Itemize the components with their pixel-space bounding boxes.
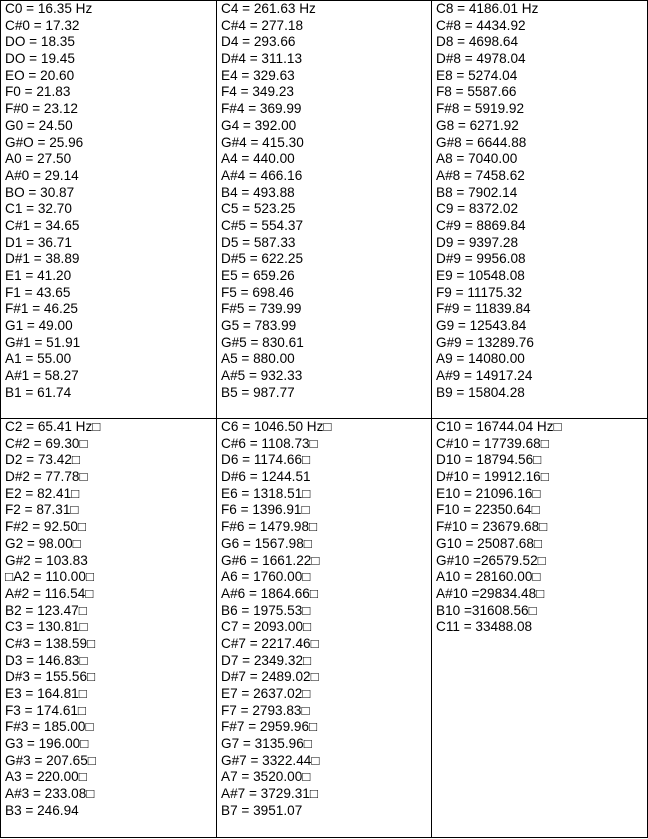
note-frequency-entry: F#3 = 185.00□ <box>5 719 94 735</box>
note-frequency-entry: B4 = 493.88 <box>221 184 295 200</box>
note-frequency-entry: F#6 = 1479.98□ <box>221 519 318 535</box>
note-frequency-entry: D#9 = 9956.08 <box>436 251 526 267</box>
note-frequency-entry: G2 = 98.00□ <box>5 535 81 551</box>
note-frequency-entry: F6 = 1396.91□ <box>221 502 310 518</box>
note-frequency-entry: D#4 = 311.13 <box>221 51 302 67</box>
note-frequency-entry: G#4 = 415.30 <box>221 134 304 150</box>
note-frequency-entry: B7 = 3951.07 <box>221 802 303 818</box>
cell-octaves-10-11 <box>432 419 648 838</box>
note-frequency-entry: F#5 = 739.99 <box>221 301 302 317</box>
note-frequency-entry: F#4 = 369.99 <box>221 101 302 117</box>
note-frequency-entry: F4 = 349.23 <box>221 84 294 100</box>
table-row <box>1 1 648 419</box>
note-frequency-entry: D#8 = 4978.04 <box>436 51 526 67</box>
note-frequency-entry: E8 = 5274.04 <box>436 67 518 83</box>
note-frequency-entry: D9 = 9397.28 <box>436 234 519 250</box>
note-frequency-entry: F#10 = 23679.68□ <box>436 519 548 535</box>
note-frequency-entry: F3 = 174.61□ <box>5 702 87 718</box>
note-frequency-entry: C11 = 33488.08 <box>436 619 533 635</box>
note-frequency-entry: A#6 = 1864.66□ <box>221 585 319 601</box>
note-frequency-entry: E10 = 21096.16□ <box>436 485 541 501</box>
cell-octaves-6-7 <box>217 419 432 838</box>
note-frequency-entry: F9 = 11175.32 <box>436 284 523 300</box>
note-frequency-entry: E7 = 2637.02□ <box>221 686 311 701</box>
note-frequency-entry: C1 = 32.70 <box>5 201 72 217</box>
note-frequency-entry: C3 = 130.81□ <box>5 619 88 635</box>
note-frequency-entry: C10 = 16744.04 Hz□ <box>436 419 562 434</box>
note-frequency-entry: E6 = 1318.51□ <box>221 485 311 501</box>
note-frequency-entry: C#7 = 2217.46□ <box>221 635 319 651</box>
note-frequency-entry: A#4 = 466.16 <box>221 167 303 183</box>
note-frequency-entry: C#10 = 17739.68□ <box>436 435 549 451</box>
note-frequency-entry: G#3 = 207.65□ <box>5 752 96 768</box>
note-frequency-entry: G1 = 49.00 <box>5 318 73 334</box>
note-frequency-entry: E4 = 329.63 <box>221 67 295 83</box>
note-frequency-entry: C#9 = 8869.84 <box>436 217 526 233</box>
note-frequency-entry: G3 = 196.00□ <box>5 736 89 752</box>
note-frequency-entry: B8 = 7902.14 <box>436 184 518 200</box>
note-frequency-entry: D10 = 18794.56□ <box>436 452 542 468</box>
note-frequency-entry: C#6 = 1108.73□ <box>221 435 318 451</box>
note-frequency-entry: A#9 = 14917.24 <box>436 368 533 384</box>
note-frequency-entry: A7 = 3520.00□ <box>221 769 311 785</box>
note-frequency-entry: A6 = 1760.00□ <box>221 569 311 585</box>
note-frequency-entry: A3 = 220.00□ <box>5 769 87 785</box>
note-frequency-entry: E5 = 659.26 <box>221 268 295 283</box>
note-frequency-entry: F#7 = 2959.96□ <box>221 719 318 735</box>
note-frequency-entry: D2 = 73.42□ <box>5 452 81 468</box>
note-frequency-entry: A#1 = 58.27 <box>5 368 79 384</box>
note-frequency-entry: A#5 = 932.33 <box>221 368 303 384</box>
note-frequency-entry: A5 = 880.00 <box>221 351 295 367</box>
note-frequency-entry: D5 = 587.33 <box>221 234 296 250</box>
note-frequency-entry: A8 = 7040.00 <box>436 151 518 167</box>
note-frequency-entry: C#2 = 69.30□ <box>5 435 88 451</box>
note-frequency-entry: G#7 = 3322.44□ <box>221 752 320 768</box>
note-frequency-entry: F2 = 87.31□ <box>5 502 79 518</box>
cell-octaves-4-5 <box>217 1 432 419</box>
note-frequency-entry: C#4 = 277.18 <box>221 17 304 33</box>
note-frequency-entry: G#9 = 13289.76 <box>436 334 534 350</box>
note-frequency-entry: D4 = 293.66 <box>221 34 296 50</box>
note-frequency-entry: C9 = 8372.02 <box>436 201 519 217</box>
note-frequency-entry: C8 = 4186.01 Hz <box>436 1 539 16</box>
note-frequency-entry: A#8 = 7458.62 <box>436 167 525 183</box>
note-frequency-entry: E9 = 10548.08 <box>436 268 525 283</box>
note-frequency-entry: G#5 = 830.61 <box>221 334 304 350</box>
note-frequency-entry: B1 = 61.74 <box>5 384 72 400</box>
cell-octaves-8-9 <box>432 1 648 419</box>
note-frequency-entry: C#0 = 17.32 <box>5 17 80 33</box>
note-frequency-entry: B6 = 1975.53□ <box>221 602 311 618</box>
note-frequency-entry: A10 = 28160.00□ <box>436 569 541 585</box>
note-frequency-entry: D#1 = 38.89 <box>5 251 80 267</box>
note-frequency-entry: C5 = 523.25 <box>221 201 296 217</box>
note-frequency-entry: C#5 = 554.37 <box>221 217 304 233</box>
note-frequency-entry: E2 = 82.41□ <box>5 485 80 501</box>
note-frequency-entry: E3 = 164.81□ <box>5 686 87 701</box>
note-frequency-entry: B10 =31608.56□ <box>436 602 537 618</box>
note-frequency-entry: EO = 20.60 <box>5 67 75 83</box>
note-frequency-entry: D1 = 36.71 <box>5 234 72 250</box>
note-frequency-entry: D#2 = 77.78□ <box>5 469 88 485</box>
note-frequency-entry: A#10 =29834.48□ <box>436 585 545 601</box>
note-frequency-entry: A0 = 27.50 <box>5 151 72 167</box>
note-frequency-entry: G#1 = 51.91 <box>5 334 81 350</box>
note-frequency-entry: B3 = 246.94 <box>5 802 79 818</box>
note-frequency-entry: G8 = 6271.92 <box>436 117 519 133</box>
note-frequency-entry: D8 = 4698.64 <box>436 34 519 50</box>
note-frequency-entry: G7 = 3135.96□ <box>221 736 312 752</box>
note-frequency-entry: C7 = 2093.00□ <box>221 619 312 635</box>
note-frequency-entry: F10 = 22350.64□ <box>436 502 540 518</box>
note-frequency-entry: F0 = 21.83 <box>5 84 71 100</box>
note-frequency-entry: G10 = 25087.68□ <box>436 535 543 551</box>
note-frequency-entry: B9 = 15804.28 <box>436 384 525 400</box>
note-frequency-entry: D7 = 2349.32□ <box>221 652 312 668</box>
note-frequency-entry: G#10 =26579.52□ <box>436 552 546 568</box>
note-frequency-entry: A#7 = 3729.31□ <box>221 786 319 802</box>
note-frequency-entry: F8 = 5587.66 <box>436 84 517 100</box>
note-frequency-entry: D6 = 1174.66□ <box>221 452 311 468</box>
note-frequency-entry: A9 = 14080.00 <box>436 351 525 367</box>
note-frequency-entry: F1 = 43.65 <box>5 284 71 300</box>
note-frequency-entry: G4 = 392.00 <box>221 117 297 133</box>
note-frequency-entry: G0 = 24.50 <box>5 117 73 133</box>
note-frequency-entry: C#1 = 34.65 <box>5 217 80 233</box>
cell-octaves-2-3 <box>1 419 217 838</box>
note-frequency-entry: G#6 = 1661.22□ <box>221 552 320 568</box>
table-row <box>1 419 648 838</box>
note-frequency-entry: A#0 = 29.14 <box>5 167 79 183</box>
note-frequency-entry: F5 = 698.46 <box>221 284 294 300</box>
note-frequency-entry: DO = 18.35 <box>5 34 75 50</box>
note-frequency-entry: F#9 = 11839.84 <box>436 301 531 317</box>
note-frequency-entry: F#8 = 5919.92 <box>436 101 525 117</box>
note-frequency-entry: F#2 = 92.50□ <box>5 519 87 535</box>
note-frequency-entry: D#3 = 155.56□ <box>5 669 96 685</box>
note-frequency-entry: A#3 = 233.08□ <box>5 786 95 802</box>
note-frequency-entry: C0 = 16.35 Hz <box>5 1 93 16</box>
note-frequency-entry: DO = 19.45 <box>5 51 75 67</box>
note-frequency-entry: A4 = 440.00 <box>221 151 295 167</box>
note-frequency-entry: B5 = 987.77 <box>221 384 295 400</box>
note-frequency-entry: C6 = 1046.50 Hz□ <box>221 419 332 434</box>
note-frequency-entry: G#2 = 103.83 <box>5 552 88 568</box>
note-frequency-entry: F#0 = 23.12 <box>5 101 78 117</box>
cell-octaves-0-1 <box>1 1 217 419</box>
note-frequency-entry: F#1 = 46.25 <box>5 301 78 317</box>
note-frequency-entry: G#8 = 6644.88 <box>436 134 527 150</box>
note-frequency-entry: BO = 30.87 <box>5 184 75 200</box>
note-frequency-entry: G6 = 1567.98□ <box>221 535 312 551</box>
note-frequency-entry: D#6 = 1244.51 <box>221 469 311 485</box>
note-frequency-entry: C4 = 261.63 Hz <box>221 1 316 16</box>
note-frequency-entry: □A2 = 110.00□ <box>5 569 95 585</box>
note-frequency-entry: F7 = 2793.83□ <box>221 702 310 718</box>
note-frequency-entry: E1 = 41.20 <box>5 268 72 283</box>
note-frequency-entry: D#10 = 19912.16□ <box>436 469 549 485</box>
note-frequency-entry: A1 = 55.00 <box>5 351 72 367</box>
note-frequency-entry: G#O = 25.96 <box>5 134 84 150</box>
note-frequency-entry: C#8 = 4434.92 <box>436 17 526 33</box>
note-frequency-entry: C2 = 65.41 Hz□ <box>5 419 101 434</box>
note-frequency-entry: G5 = 783.99 <box>221 318 297 334</box>
note-frequency-entry: C#3 = 138.59□ <box>5 635 96 651</box>
note-frequency-entry: D#5 = 622.25 <box>221 251 304 267</box>
note-frequency-entry: D3 = 146.83□ <box>5 652 88 668</box>
note-frequency-entry: D#7 = 2489.02□ <box>221 669 319 685</box>
note-frequency-entry: A#2 = 116.54□ <box>5 585 94 601</box>
note-frequency-entry: B2 = 123.47□ <box>5 602 87 618</box>
note-frequency-entry: G9 = 12543.84 <box>436 318 527 334</box>
